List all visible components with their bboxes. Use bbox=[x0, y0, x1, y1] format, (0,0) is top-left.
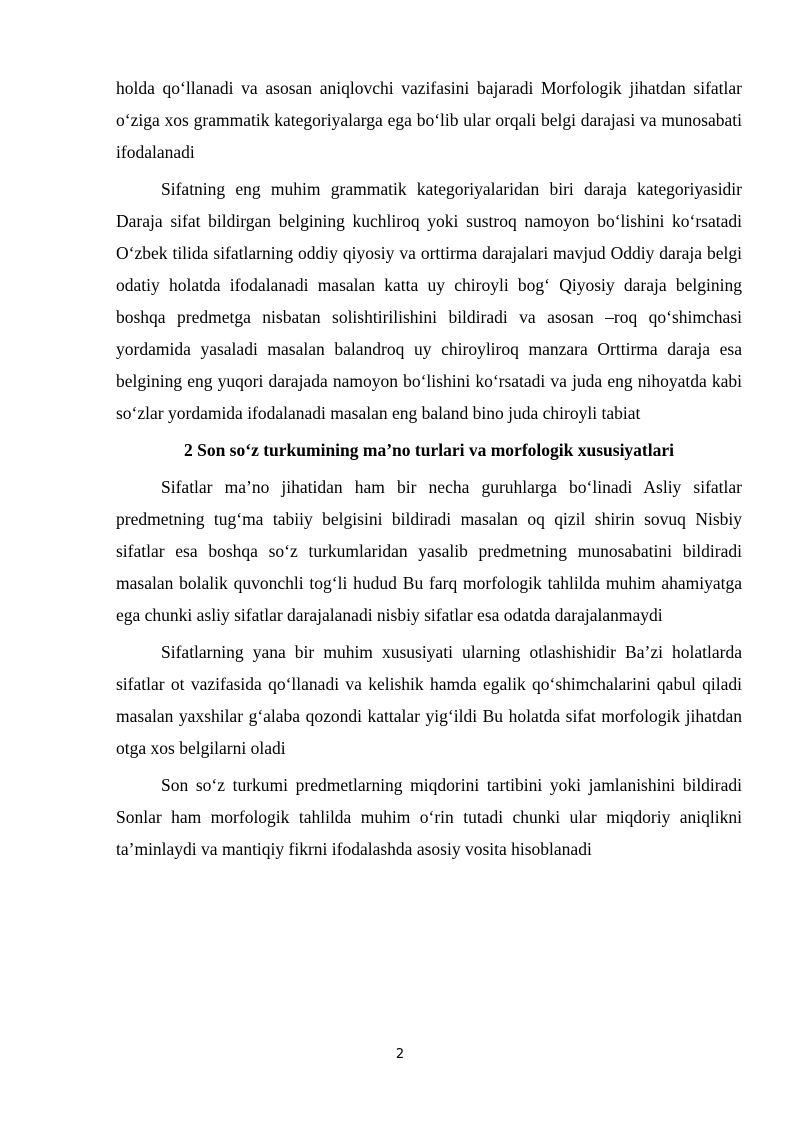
section-heading: 2 Son so‘z turkumining ma’no turlari va morfologik xususiyatlari bbox=[183, 440, 675, 460]
paragraph-numerals: Son so‘z turkumi predmetlarning miqdorini tartibini yoki jamlanishini bildiradi Sonlar ham morfologik tahlilda muhim o‘rin tutadi chunki ular miqdoriy aniqlikni ta’minlaydi va mantiqiy fikrni ifodalashda asosiy vosita hisoblanadi bbox=[116, 775, 742, 859]
paragraph-substantivization: Sifatlarning yana bir muhim xususiyati ularning otlashishidir Ba’zi holatlarda sifatlar ot vazifasida qo‘llanadi va kelishik hamda egalik qo‘shimchalarini qabul qiladi masalan yaxshilar g‘alaba qozondi kattalar yig‘ildi Bu holatda sifat morfologik jihatdan otga xos belgilarni oladi bbox=[116, 642, 742, 758]
document-page bbox=[116, 72, 742, 865]
paragraph-degree-category: Sifatning eng muhim grammatik kategoriyalaridan biri daraja kategoriyasidir Daraja sifat bildirgan belgining kuchliroq yoki sustroq namoyon bo‘lishini ko‘rsatadi O‘zbek tilida sifatlarning oddiy qiyosiy va orttirma darajalari mavjud Oddiy daraja belgi odatiy holatda ifodalanadi masalan katta uy chiroyli bog‘ Qiyosiy daraja belgining boshqa predmetga nisbatan solishtirilishini bildiradi va asosan –roq qo‘shimchasi yordamida yasaladi masalan balandroq uy chiroyliroq manzara Orttirma daraja esa belgining eng yuqori darajada namoyon bo‘lishini ko‘rsatadi va juda eng nihoyatda kabi so‘zlar yordamida ifodalanadi masalan eng baland bino juda chiroyli tabiat bbox=[116, 179, 742, 423]
paragraph-adjective-groups: Sifatlar ma’no jihatidan ham bir necha guruhlarga bo‘linadi Asliy sifatlar predmetning tug‘ma tabiiy belgisini bildiradi masalan oq qizil shirin sovuq Nisbiy sifatlar esa boshqa so‘z turkumlaridan yasalib predmetning munosabatini bildiradi masalan bolalik quvonchli tog‘li hudud Bu farq morfologik tahlilda muhim ahamiyatga ega chunki asliy sifatlar darajalanadi nisbiy sifatlar esa odatda darajalanmaydi bbox=[116, 477, 742, 625]
page-number: 2 bbox=[395, 1047, 405, 1062]
paragraph-continuation: holda qo‘llanadi va asosan aniqlovchi vazifasini bajaradi Morfologik jihatdan sifatlar o‘ziga xos grammatik kategoriyalarga ega bo‘lib ular orqali belgi darajasi va munosabati ifodalanadi bbox=[116, 78, 742, 162]
